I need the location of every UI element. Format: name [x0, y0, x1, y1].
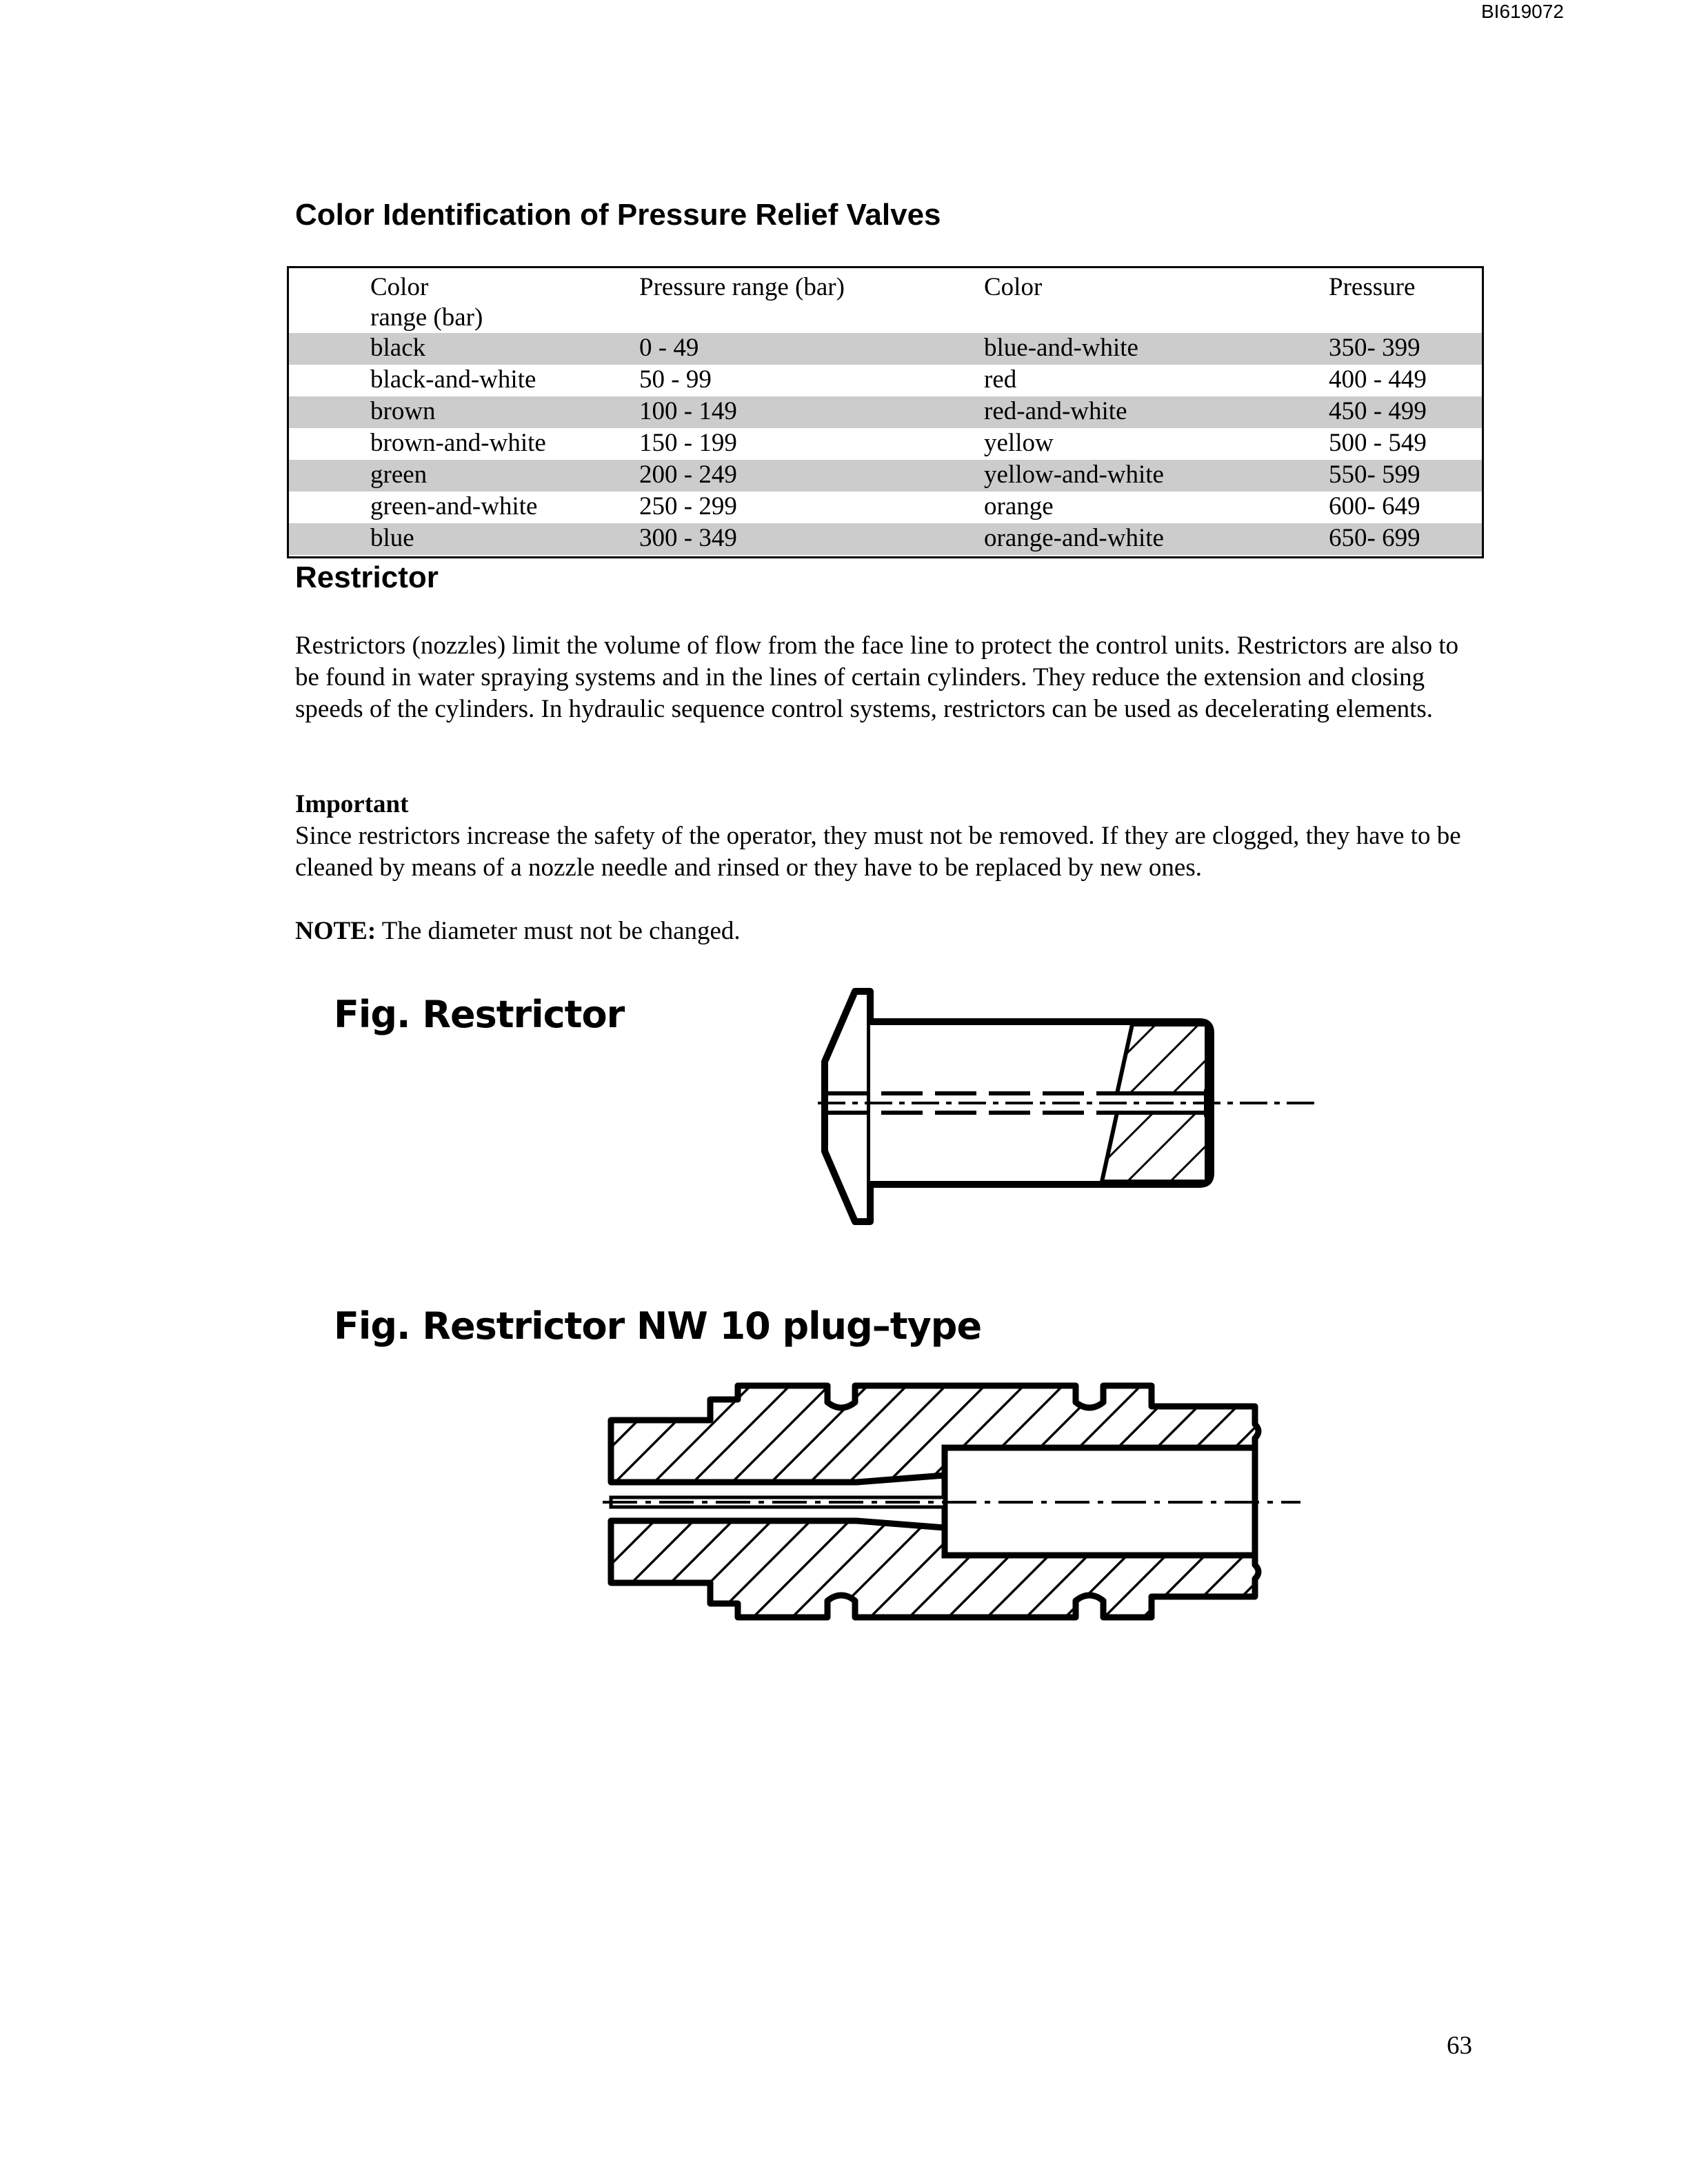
table-cell: green — [370, 461, 428, 489]
table-row — [289, 460, 1482, 492]
table-cell: 150 - 199 — [639, 429, 737, 457]
table-cell: 650- 699 — [1329, 524, 1420, 552]
table-cell: 500 - 549 — [1329, 429, 1427, 457]
table-cell: blue — [370, 524, 414, 552]
table-row — [289, 428, 1482, 460]
table-cell: 400 - 449 — [1329, 365, 1427, 394]
table-row — [289, 492, 1482, 523]
table-cell: 200 - 249 — [639, 461, 737, 489]
table-cell: 50 - 99 — [639, 365, 712, 394]
table-cell: 0 - 49 — [639, 334, 699, 362]
table-cell: yellow — [984, 429, 1054, 457]
restrictor-heading: Restrictor — [295, 560, 439, 594]
table-row — [289, 396, 1482, 428]
table-cell: red — [984, 365, 1017, 394]
table-cell: green-and-white — [370, 492, 538, 520]
table-cell: brown-and-white — [370, 429, 546, 457]
header-color-2: Color — [984, 273, 1043, 301]
table-cell: 550- 599 — [1329, 461, 1420, 489]
table-header — [289, 272, 1482, 332]
header-color-1 — [370, 272, 494, 333]
table-cell: yellow-and-white — [984, 461, 1164, 489]
table-cell: black — [370, 334, 426, 362]
table-row — [289, 523, 1482, 555]
note-label: NOTE: — [295, 917, 376, 945]
table-cell: blue-and-white — [984, 334, 1138, 362]
page-title: Color Identification of Pressure Relief Valves — [295, 198, 941, 232]
table-cell: black-and-white — [370, 365, 536, 394]
document-id: BI619072 — [1481, 1, 1564, 22]
table-row — [289, 365, 1482, 396]
page-number: 63 — [1447, 2032, 1472, 2060]
table-cell: red-and-white — [984, 397, 1127, 425]
table-cell: 600- 649 — [1329, 492, 1420, 520]
important-text: Since restrictors increase the safety of the operator, they must not be removed. If they are clogged, they have to be cleaned by means of a nozzle needle and rinsed or they have to be replaced by new ones. — [295, 822, 1461, 882]
table-cell: 100 - 149 — [639, 397, 737, 425]
pressure-color-table — [287, 266, 1484, 558]
note-line — [295, 916, 1481, 947]
figure-1-caption: Fig. Restrictor — [334, 993, 625, 1036]
restrictor-paragraph: Restrictors (nozzles) limit the volume of flow from the face line to protect the control units. Restrictors are also to be found in water spraying systems and in the lines of certain cylinders. They reduce the extension and closing speeds of the cylinders. In hydraulic sequence control systems, restrictors can be used as decelerating elements. — [295, 631, 1459, 723]
table-cell: 250 - 299 — [639, 492, 737, 520]
header-pressure-range-1: Pressure range (bar) — [639, 273, 845, 301]
restrictor-plug-type-drawing — [600, 1379, 1303, 1627]
table-cell: orange — [984, 492, 1054, 520]
important-block — [295, 789, 1481, 884]
table-cell: 300 - 349 — [639, 524, 737, 552]
restrictor-drawing — [814, 979, 1317, 1234]
header-color-1-text: Color — [370, 273, 429, 301]
table-cell: 450 - 499 — [1329, 397, 1427, 425]
important-heading: Important — [295, 790, 409, 818]
figure-2-caption: Fig. Restrictor NW 10 plug–type — [334, 1304, 982, 1348]
table-cell: 350- 399 — [1329, 334, 1420, 362]
note-text: The diameter must not be changed. — [381, 917, 741, 945]
header-color-1-extra: range (bar) — [370, 303, 483, 332]
table-cell: orange-and-white — [984, 524, 1164, 552]
table-row — [289, 333, 1482, 365]
table-cell: brown — [370, 397, 436, 425]
header-pressure-2: Pressure — [1329, 273, 1416, 301]
